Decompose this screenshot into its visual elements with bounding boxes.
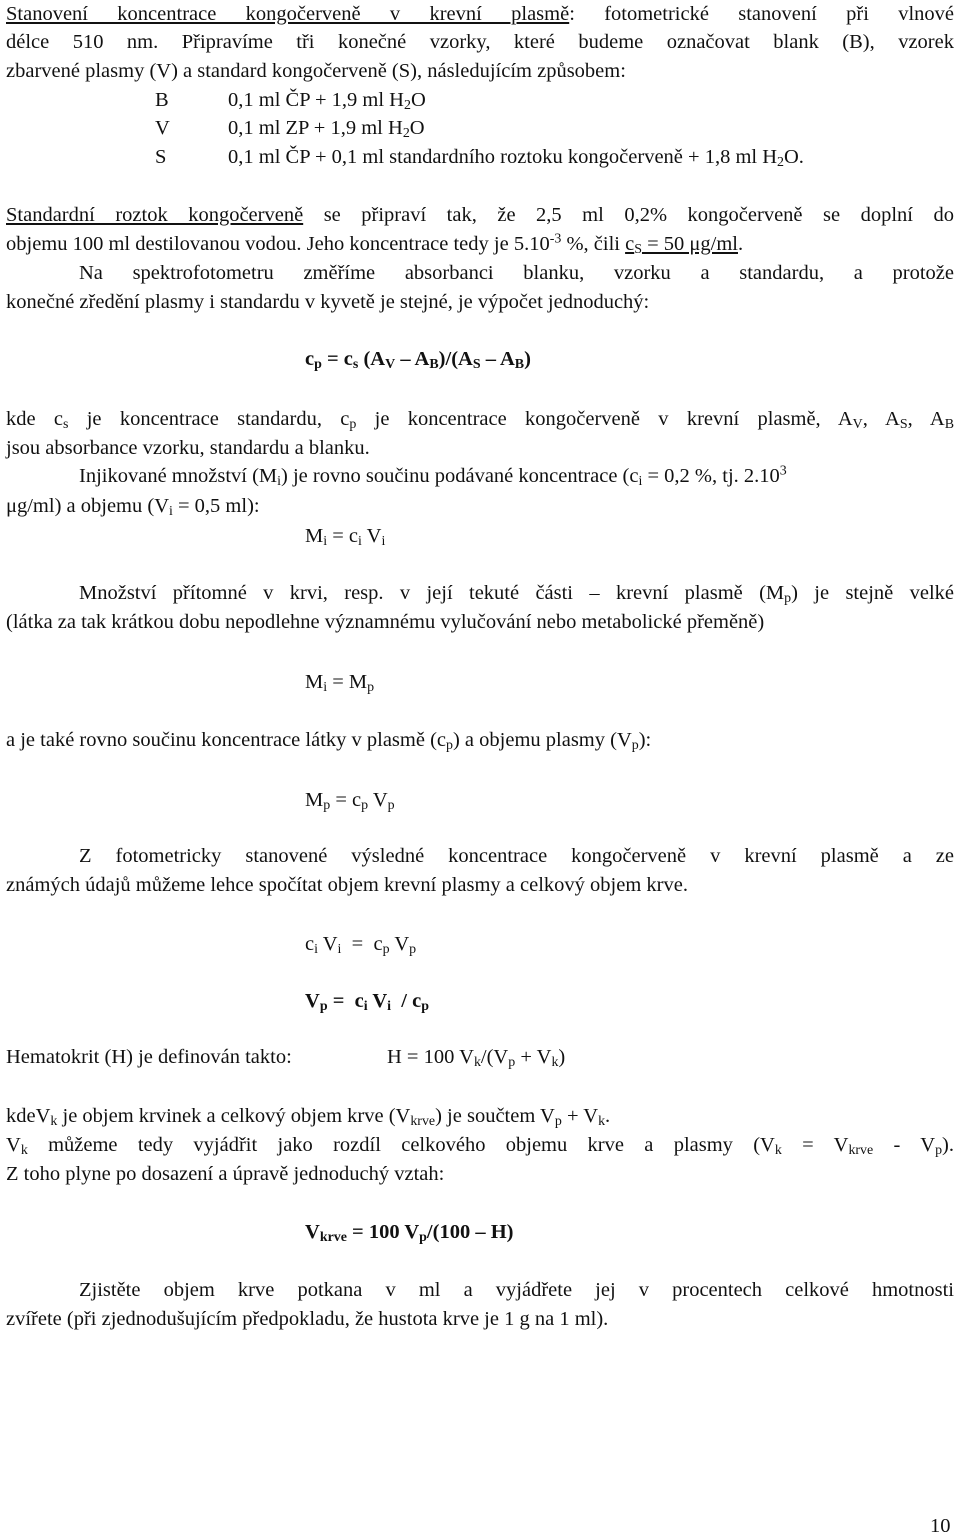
definitions-line-1: kde $c_s$ je koncentrace standardu, $c_p$ je koncentrace kongočerveně v krevní plasmě, $A_V$, $A_S$, $A_B$ <box>6 408 954 433</box>
equation-mass-balance: $M_i = M_p$ <box>305 671 375 696</box>
equation-injected-amount: $M_i = c_i$ $V_i$ <box>305 525 386 550</box>
task-line-1: Zjistěte objem krve potkana v ml a vyjádřete jej v procentech celkové hmotnosti <box>79 1279 954 1301</box>
equation-plasma-amount: $M_p = c_p$ $V_p$ <box>305 789 395 814</box>
intro-line-2: délce 510 nm. Připravíme tři konečné vzorky, které budeme označovat blank (B), vzorek <box>6 31 954 53</box>
photometric-line-1: Z fotometricky stanovené výsledné koncentrace kongočerveně v krevní plasmě a ze <box>79 845 954 867</box>
intro-line-1: Stanovení koncentrace kongočerveně v krevní plasmě: fotometrické stanovení při vlnové <box>6 3 954 25</box>
equation-blood-volume: $V_{krve} = 100$ $V_p/(100 - H)$ <box>305 1221 514 1246</box>
standard-line-2: objemu 100 ml destilovanou vodou. Jeho koncentrace tedy je $5.10^{-3}$ %, čili $c_S = 50$ μg/ml. <box>6 231 744 258</box>
sample-key-b: B <box>155 89 169 111</box>
injected-line-1: Injikované množství $(M_i)$ je rovno součinu podávané koncentrace ($c_i = 0,2$ %, tj. 2.10$^3$ <box>79 463 787 490</box>
intro-line-3: zbarvené plasmy (V) a standard kongočerveně (S), následujícím způsobem: <box>6 60 626 82</box>
standard-line-4: konečné zředění plasmy i standardu v kyvetě je stejné, je výpočet jednoduchý: <box>6 291 650 313</box>
volume-def-line-1: kdeV$_k$ je objem krvinek a celkový objem krve $(V_{krve})$ je součtem $V_p + V_k$. <box>6 1105 611 1130</box>
hematocrit-formula: H = 100 $V_k/(V_p + V_k)$ <box>387 1046 566 1071</box>
equation-plasma-volume: $V_p = c_i$ $V_i / c_p$ <box>305 990 429 1015</box>
standard-line-3: Na spektrofotometru změříme absorbanci blanku, vzorku a standardu, a protože <box>79 262 954 284</box>
volume-def-line-3: Z toho plyne po dosazení a úpravě jednoduchý vztah: <box>6 1163 445 1185</box>
page-number: 10 <box>930 1515 951 1537</box>
photometric-line-2: známých údajů můžeme lehce spočítat objem krevní plasmy a celkový objem krve. <box>6 874 688 896</box>
standard-line-1: Standardní roztok kongočerveně se připraví tak, že 2,5 ml 0,2% kongočerveně se doplní do <box>6 204 954 226</box>
hematocrit-label: Hematokrit (H) je definován takto: <box>6 1046 292 1068</box>
blood-amount-line-2: (látka za tak krátkou dobu nepodlehne významnému vylučování nebo metabolické přeměně) <box>6 611 765 633</box>
sample-key-v: V <box>155 117 170 139</box>
plasma-product-line: a je také rovno součinu koncentrace látky v plasmě $(c_p)$ a objemu plasmy $(V_p)$: <box>6 729 652 754</box>
equation-equality: $c_i$ $V_i = c_p$ $V_p$ <box>305 933 417 958</box>
sample-recipe-s: 0,1 ml ČP + 0,1 ml standardního roztoku kongočerveně + 1,8 ml $H_2O$. <box>228 146 804 171</box>
blood-amount-line-1: Množství přítomné v krvi, resp. v její tekuté části – krevní plasmě $(M_p)$ je stejně velké <box>79 582 954 607</box>
sample-key-s: S <box>155 146 167 168</box>
sample-recipe-b: 0,1 ml ČP + 1,9 ml $H_2O$ <box>228 89 426 114</box>
injected-line-2: μg/ml) a objemu ($V_i = 0,5$ ml): <box>6 495 260 520</box>
equation-concentration: $c_p = c_s$ $(A_V - A_B)/(A_S - A_B)$ <box>305 348 531 373</box>
definitions-line-2: jsou absorbance vzorku, standardu a blanku. <box>6 437 370 459</box>
volume-def-line-2: $V_k$ můžeme tedy vyjádřit jako rozdíl celkového objemu krve a plasmy $(V_k = V_{krve} - V_p)$. <box>6 1134 954 1159</box>
sample-recipe-v: 0,1 ml ZP + 1,9 ml $H_2O$ <box>228 117 425 142</box>
task-line-2: zvířete (při zjednodušujícím předpokladu, že hustota krve je 1 g na 1 ml). <box>6 1308 609 1330</box>
